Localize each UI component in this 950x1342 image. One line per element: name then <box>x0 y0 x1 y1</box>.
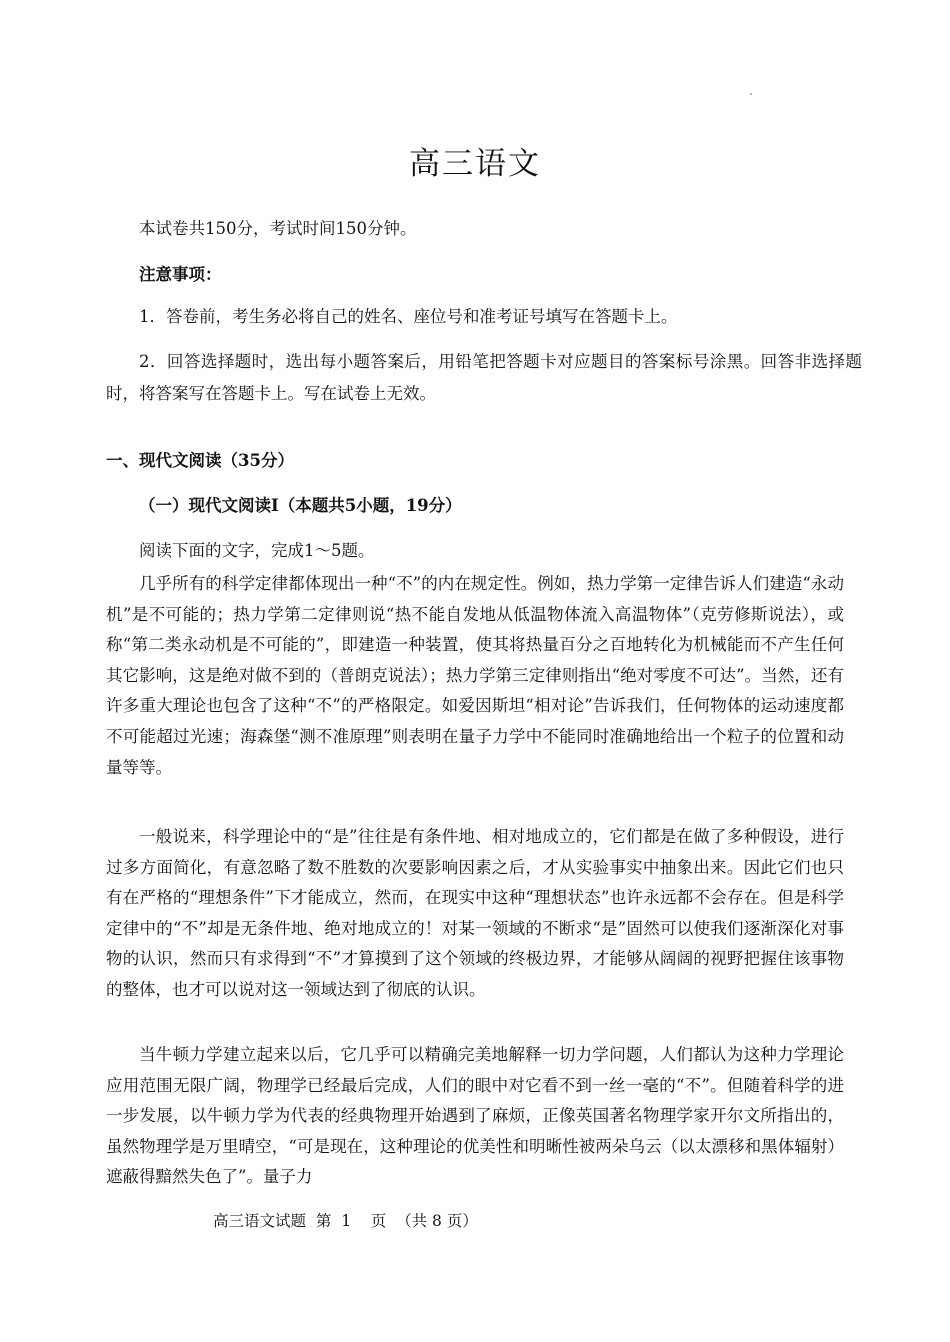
passage-paragraph-2: 一般说来，科学理论中的“是”往往是有条件地、相对地成立的，它们都是在做了多种假设，进行过多方面简化，有意忽略了数不胜数的次要影响因素之后，才从实验事实中抽象出来。因此它们也只有在严格的“理想条件”下才能成立，然而，在现实中这种“理想状态”也许永远都不会存在。但是科学定律中的“不”却是无条件地、绝对地成立的！对某一领域的不断求“是”固然可以使我们逐渐深化对事物的认识，然而只有求得到“不”才算摸到了这个领域的终极边界，才能够从阔阔的视野把握住该事物的整体，也才可以说对这一领域达到了彻底的认识。 <box>106 827 844 999</box>
exam-intro: 本试卷共150分，考试时间150分钟。 <box>139 219 417 238</box>
passage-paragraph-1: 几乎所有的科学定律都体现出一种“不”的内在规定性。例如，热力学第一定律告诉人们建造“永动机”是不可能的；热力学第二定律则说“热不能自发地从低温物体流入高温物体”（克劳修斯说法），或称“第二类永动机是不可能的”，即建造一种装置，使其将热量百分之百地转化为机械能而不产生任何其它影响，这是绝对做不到的（普朗克说法）；热力学第三定律则指出“绝对零度不可达”。当然，还有许多重大理论也包含了这种“不”的严格限定。如爱因斯坦“相对论”告诉我们，任何物体的运动速度都不可能超过光速；海森堡“测不准原理”则表明在量子力学中不能同时准确地给出一个粒子的位置和动量等等。 <box>106 574 844 777</box>
section-heading: 一、现代文阅读（35分） <box>106 451 294 470</box>
page-title: 高三语文 <box>409 146 541 182</box>
notice-item-2: 2．回答选择题时，选出每小题答案后，用铅笔把答题卡对应题目的答案标号涂黑。回答非选择题时，将答案写在答题卡上。写在试卷上无效。 <box>106 352 862 403</box>
notice-heading: 注意事项： <box>139 265 222 284</box>
passage-paragraph-3: 当牛顿力学建立起来以后，它几乎可以精确完美地解释一切力学问题，人们都认为这种力学理论应用范围无限广阔，物理学已经最后完成，人们的眼中对它看不到一丝一毫的“不”。但随着科学的进一步发展，以牛顿力学为代表的经典物理开始遇到了麻烦，正像英国著名物理学家开尔文所指出的，虽然物理学是万里晴空，“可是现在，这种理论的优美性和明晰性被两朵乌云（以太漂移和黑体辐射）遮蔽得黯然失色了”。量子力 <box>106 1045 844 1187</box>
notice-item-1: 1．答卷前，考生务必将自己的姓名、座位号和准考证号填写在答题卡上。 <box>139 307 678 326</box>
reading-instruction: 阅读下面的文字，完成1～5题。 <box>139 541 375 560</box>
page-footer: 高三语文试题 第 1 页 （共 8 页） <box>213 1212 478 1230</box>
subsection-heading: （一）现代文阅读Ⅰ（本题共5小题，19分） <box>139 496 462 515</box>
scan-dot <box>750 93 752 95</box>
